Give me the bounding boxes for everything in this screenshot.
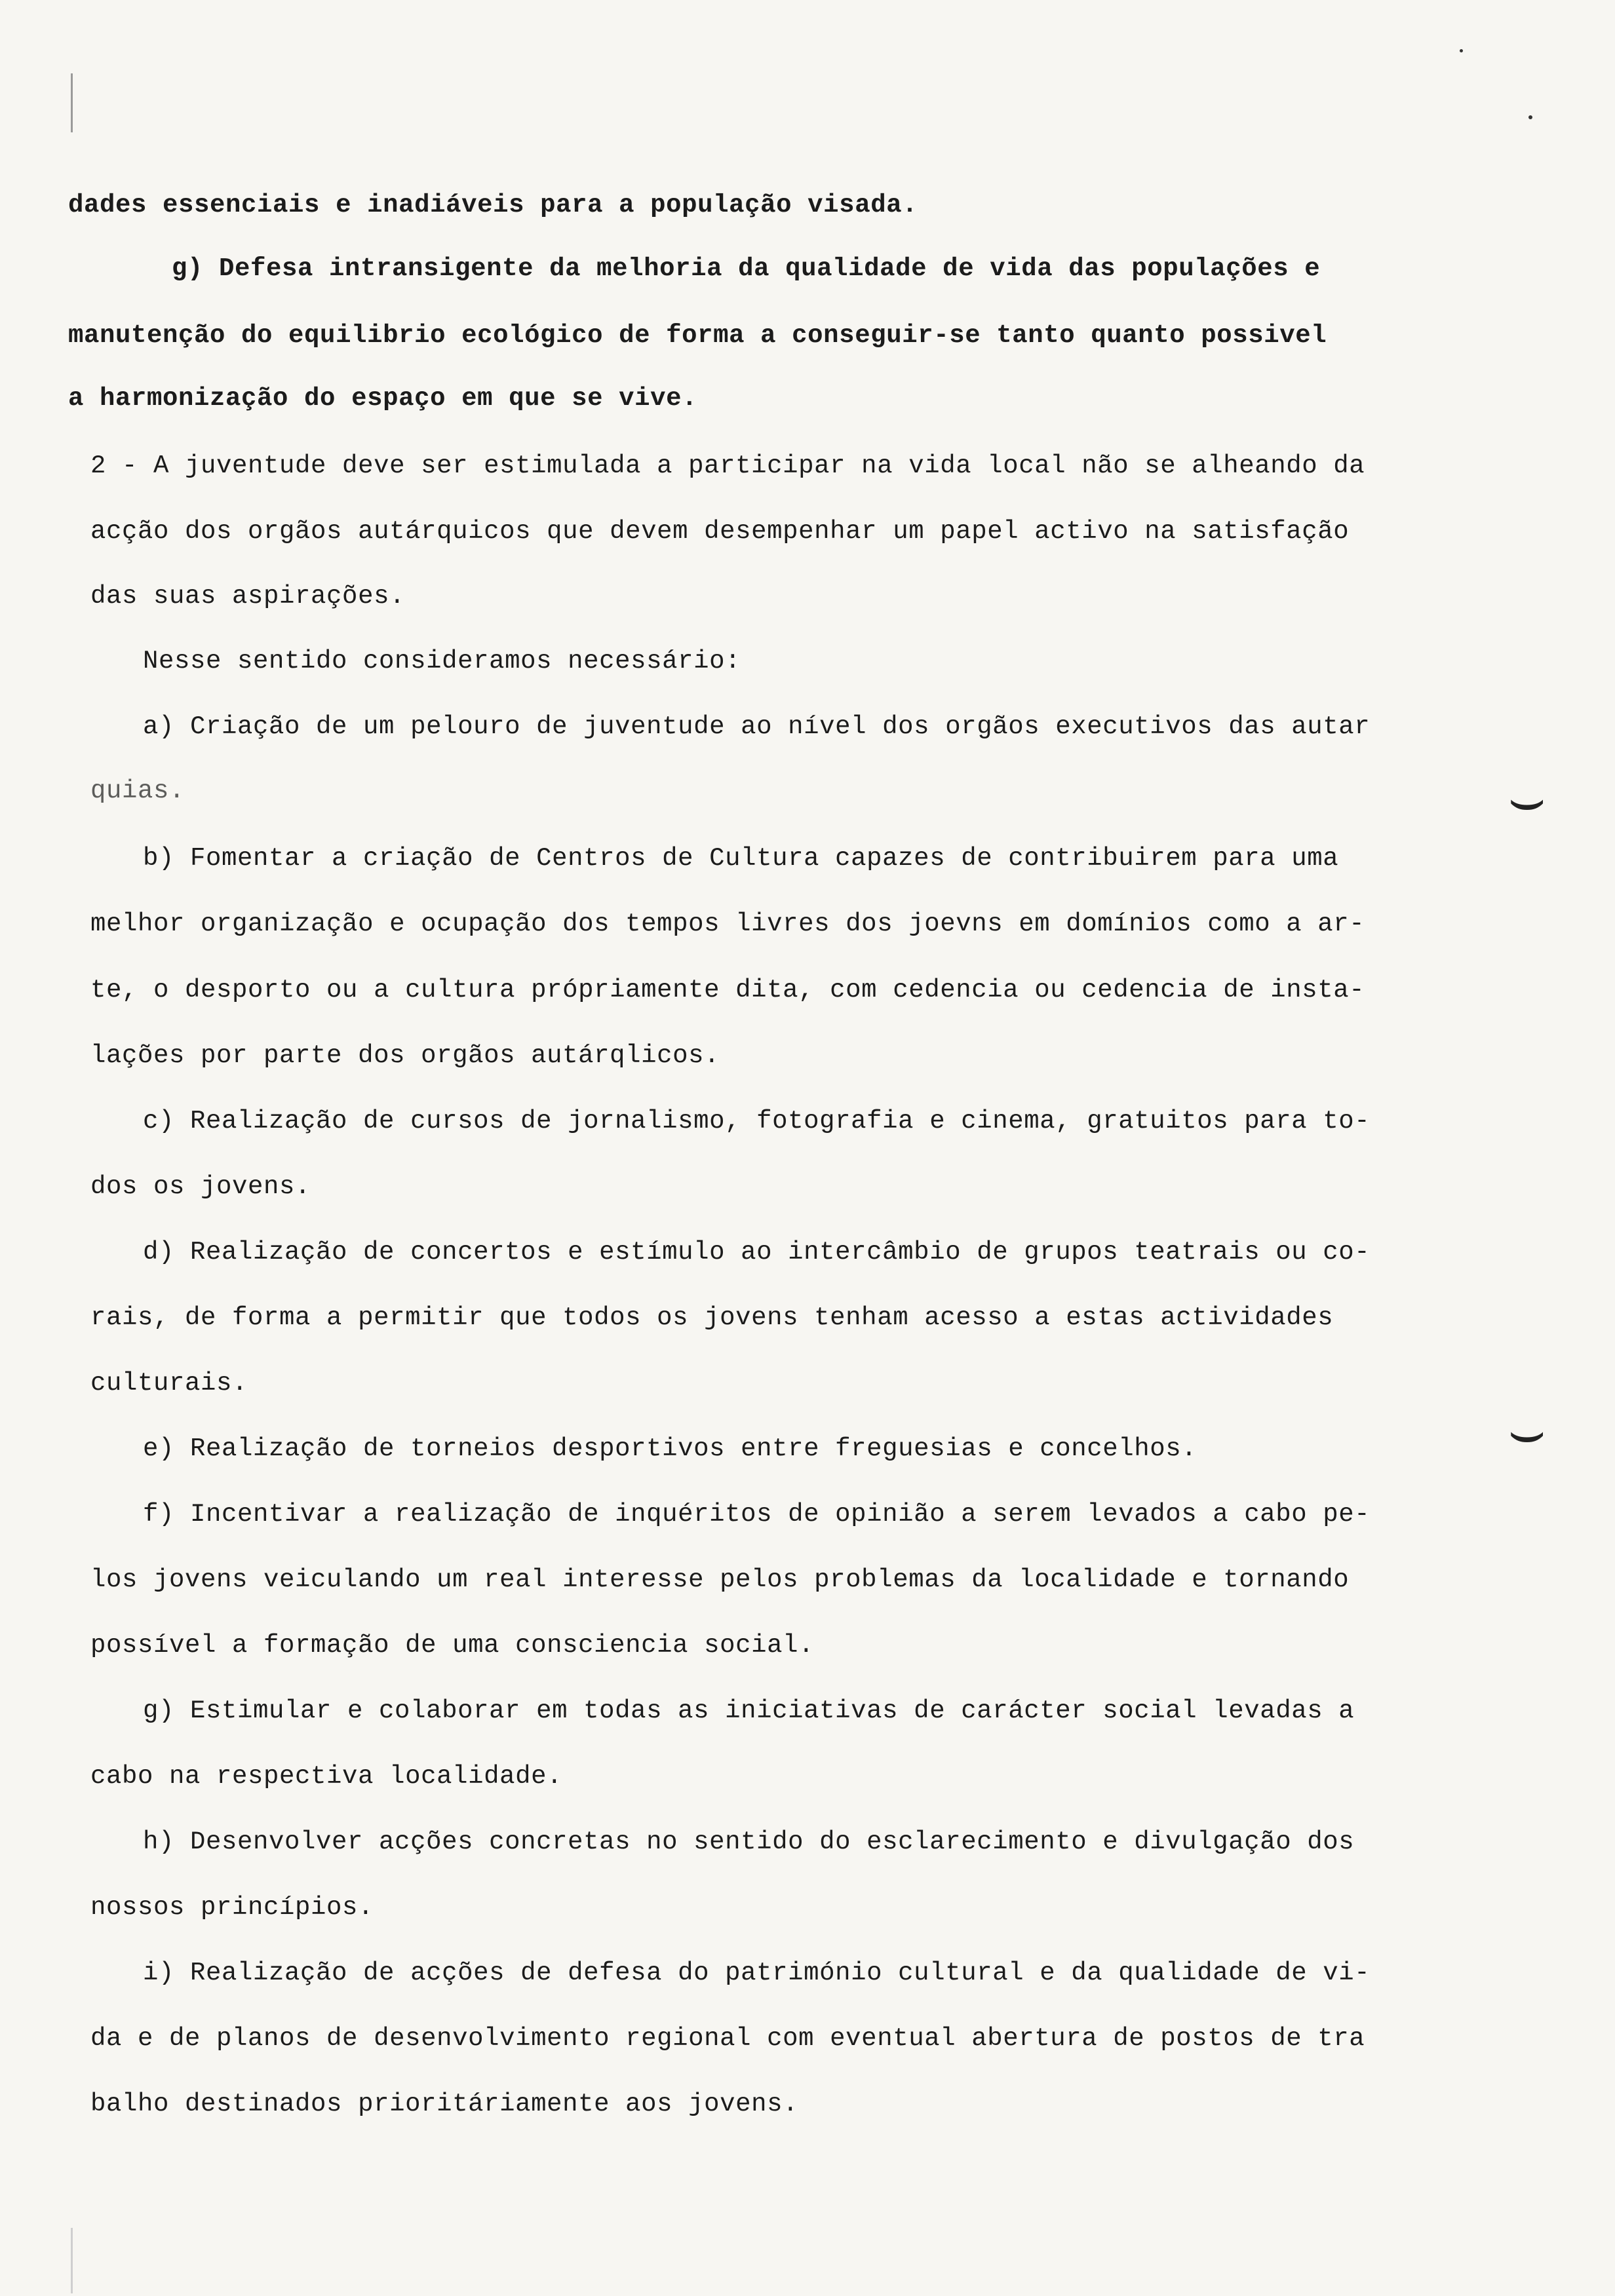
text-line-30: balho destinados prioritáriamente aos jovens. (90, 2090, 799, 2118)
text-line-8: Nesse sentido consideramos necessário: (143, 647, 741, 676)
text-line-27: nossos princípios. (90, 1893, 374, 1922)
text-line-5: 2 - A juventude deve ser estimulada a participar na vida local não se alheando da (90, 451, 1365, 480)
text-line-20: e) Realização de torneios desportivos entre freguesias e concelhos. (143, 1434, 1197, 1463)
text-line-29: da e de planos de desenvolvimento regional com eventual abertura de postos de tra (90, 2024, 1365, 2053)
text-line-12: melhor organização e ocupação dos tempos livres dos joevns em domínios como a ar- (90, 909, 1365, 938)
check-mark-2: ⌣ (1508, 1397, 1547, 1466)
text-line-26: h) Desenvolver acções concretas no sentido do esclarecimento e divulgação dos (143, 1827, 1355, 1856)
text-line-25: cabo na respectiva localidade. (90, 1762, 563, 1791)
text-line-7: das suas aspirações. (90, 582, 406, 611)
text-line-14: lações por parte dos orgãos autárqlicos. (90, 1041, 720, 1070)
text-line-15: c) Realização de cursos de jornalismo, fotografia e cinema, gratuitos para to- (143, 1107, 1371, 1136)
ink-speck-2 (1528, 115, 1532, 119)
text-line-19: culturais. (90, 1369, 248, 1398)
text-line-6: acção dos orgãos autárquicos que devem desempenhar um papel activo na satisfação (90, 517, 1350, 546)
text-line-2: g) Defesa intransigente da melhoria da qualidade de vida das populações e (172, 254, 1321, 283)
text-line-24: g) Estimular e colaborar em todas as iniciativas de carácter social levadas a (143, 1696, 1355, 1725)
text-line-10: quias. (90, 776, 185, 805)
text-line-17: d) Realização de concertos e estímulo ao intercâmbio de grupos teatrais ou co- (143, 1238, 1371, 1267)
margin-line-top (71, 73, 73, 132)
text-line-18: rais, de forma a permitir que todos os jovens tenham acesso a estas actividades (90, 1303, 1334, 1332)
check-mark-1: ⌣ (1508, 765, 1547, 833)
text-line-11: b) Fomentar a criação de Centros de Cultura capazes de contribuirem para uma (143, 844, 1339, 873)
text-line-9: a) Criação de um pelouro de juventude ao nível dos orgãos executivos das autar (143, 712, 1371, 741)
text-line-23: possível a formação de uma consciencia social. (90, 1631, 815, 1660)
text-line-4: a harmonização do espaço em que se vive. (68, 384, 698, 413)
text-line-28: i) Realização de acções de defesa do património cultural e da qualidade de vi- (143, 1959, 1371, 1987)
text-line-3: manutenção do equilibrio ecológico de forma a conseguir-se tanto quanto possivel (68, 321, 1327, 350)
text-line-22: los jovens veiculando um real interesse pelos problemas da localidade e tornando (90, 1565, 1350, 1594)
text-line-16: dos os jovens. (90, 1172, 311, 1201)
text-line-13: te, o desporto ou a cultura própriamente dita, com cedencia ou cedencia de insta- (90, 976, 1365, 1004)
text-line-1: dades essenciais e inadiáveis para a população visada. (68, 191, 918, 220)
margin-line-bottom (71, 2228, 73, 2293)
ink-speck-1 (1460, 49, 1463, 52)
text-line-21: f) Incentivar a realização de inquéritos de opinião a serem levados a cabo pe- (143, 1500, 1371, 1529)
